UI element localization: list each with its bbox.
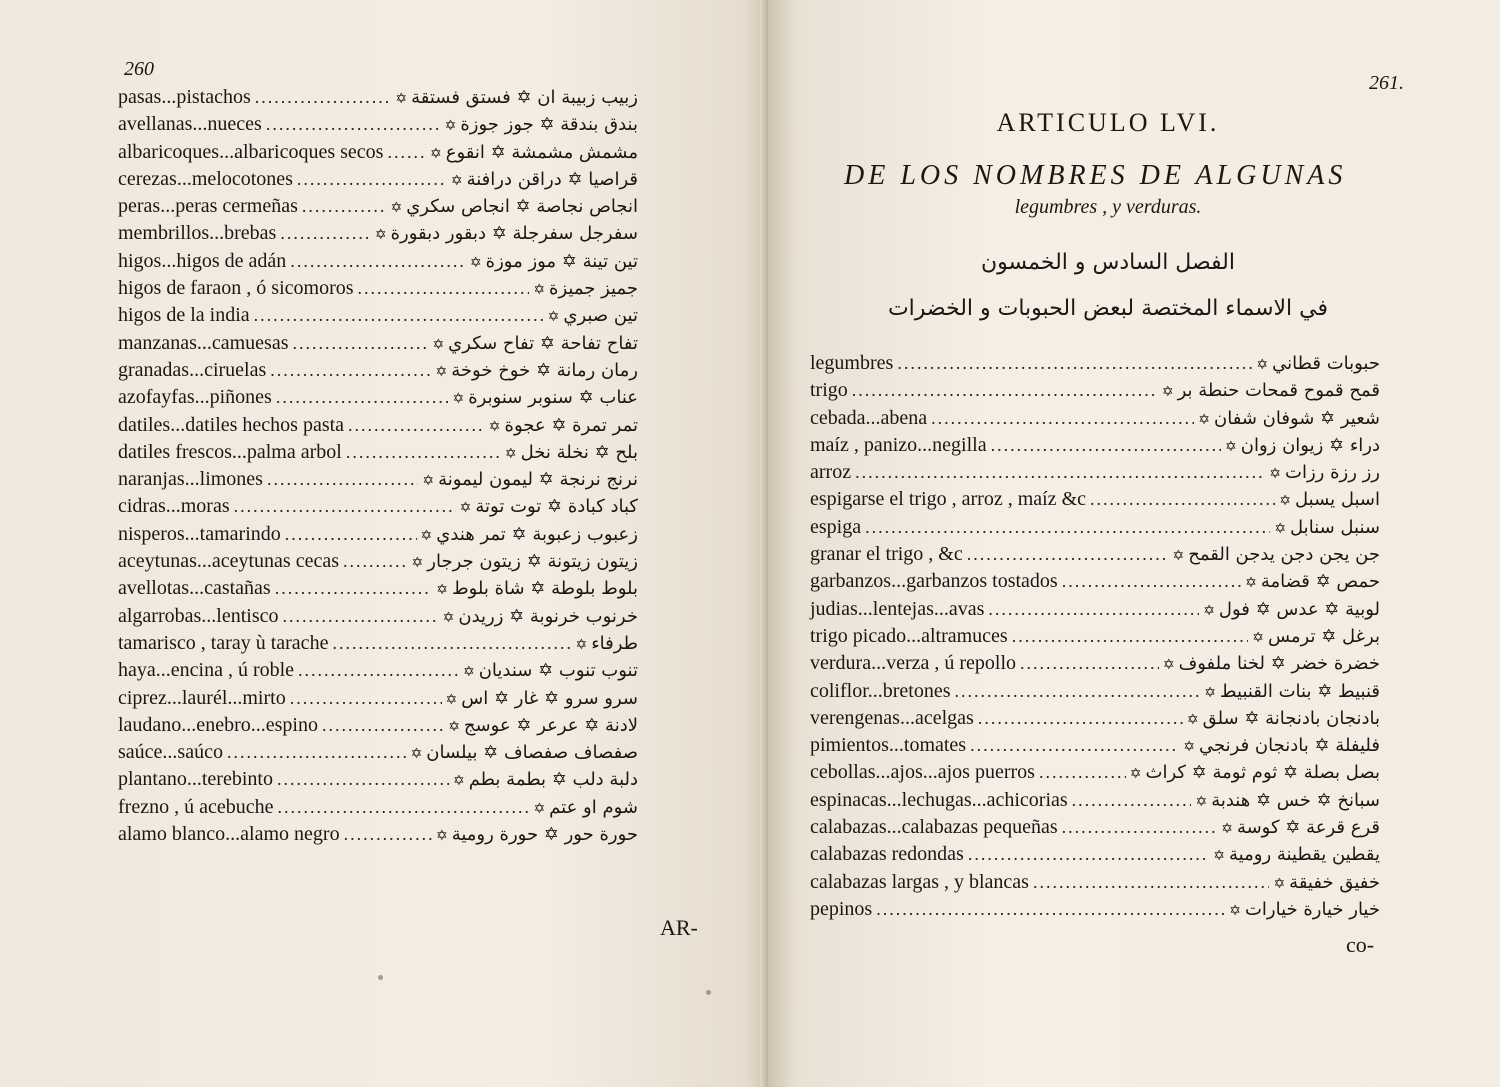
spanish-term: espinacas...lechugas...achicorias [810, 788, 1068, 811]
star-ornament-icon: ✡ [1221, 822, 1233, 838]
arabic-term: سرو سرو ✡ غار ✡ اس [461, 687, 638, 709]
arabic-term: تمر تمرة ✡ عجوة [504, 414, 638, 436]
star-ornament-icon: ✡ [374, 228, 387, 244]
arabic-term: سنبل سنابل [1290, 516, 1380, 538]
leader-dots [383, 139, 426, 166]
leader-dots [279, 603, 439, 630]
leader-dots [230, 493, 456, 520]
arabic-term: زعبوب زعبوبة ✡ تمر هندي [436, 523, 638, 545]
entry-row [118, 248, 638, 275]
entry-list [810, 350, 1380, 923]
spanish-term: plantano...terebinto [118, 768, 273, 791]
arabic-term: كباد كبادة ✡ توت توتة [475, 496, 638, 518]
arabic-term: طرفاء [591, 632, 638, 654]
spanish-term: verdura...verza , ú repollo [810, 652, 1017, 675]
arabic-term: تين تينة ✡ موز موزة [485, 250, 638, 272]
arabic-term: سبانخ ✡ خس ✡ هندبة [1211, 789, 1380, 811]
star-ornament-icon: ✡ [435, 364, 448, 380]
entry-row [810, 678, 1380, 705]
entry-row [810, 596, 1380, 623]
entry-row [810, 568, 1380, 595]
spanish-term: ciprez...laurél...mirto [118, 686, 286, 709]
arabic-term: لوبية ✡ عدس ✡ فول [1218, 598, 1380, 620]
arabic-term: زيتون زيتونة ✡ زيتون جرجار [427, 551, 638, 573]
arabic-term: يقطين يقطينة رومية [1229, 844, 1380, 866]
star-ornament-icon: ✡ [459, 501, 472, 517]
leader-dots [271, 575, 433, 602]
entry-row [118, 493, 638, 520]
arabic-term: خرنوب خرنوبة ✡ زريدن [458, 605, 638, 627]
arabic-heading: الفصل السادس و الخمسون [981, 250, 1235, 275]
leader-dots [1008, 623, 1249, 650]
leader-dots [273, 766, 449, 793]
spanish-term: laudano...enebro...espino [118, 713, 318, 736]
spanish-term: higos de la india [118, 304, 250, 327]
entry-row [810, 787, 1380, 814]
leader-dots [1086, 486, 1275, 513]
arabic-term: سفرجل سفرجلة ✡ دبقور دبقورة [390, 223, 638, 245]
star-ornament-icon: ✡ [1252, 630, 1264, 646]
star-ornament-icon: ✡ [422, 474, 435, 490]
leader-dots [964, 841, 1209, 868]
leader-dots [872, 896, 1225, 923]
entry-row [118, 630, 638, 657]
entry-row [118, 439, 638, 466]
spanish-term: datiles...datiles hechos pasta [118, 413, 345, 436]
spanish-term: saúce...saúco [118, 741, 223, 764]
entry-row [810, 814, 1380, 841]
spanish-term: calabazas largas , y blancas [810, 870, 1029, 893]
star-ornament-icon: ✡ [444, 119, 457, 135]
leader-dots [223, 739, 407, 766]
arabic-term: حمص ✡ قضامة [1260, 571, 1380, 593]
leader-dots [951, 678, 1201, 705]
arabic-term: خضرة خضر ✡ لخنا ملفوف [1178, 653, 1380, 675]
entry-row [118, 384, 638, 411]
star-ornament-icon: ✡ [410, 747, 423, 763]
arabic-term: زبيب زبيبة ان ✡ فستق فستقة [411, 87, 638, 108]
star-ornament-icon: ✡ [432, 337, 445, 353]
star-ornament-icon: ✡ [442, 610, 455, 626]
spanish-term: coliflor...bretones [810, 679, 951, 702]
star-ornament-icon: ✡ [533, 801, 546, 817]
arabic-term: بلح ✡ نخلة نخل [520, 441, 638, 463]
spanish-term: judias...lentejas...avas [810, 597, 985, 620]
entry-row [810, 350, 1380, 377]
leader-dots [250, 302, 544, 329]
entry-row [118, 357, 638, 384]
leader-dots [966, 732, 1179, 759]
star-ornament-icon: ✡ [452, 392, 465, 408]
spanish-term: pimientos...tomates [810, 734, 967, 757]
entry-row [810, 650, 1380, 677]
page-number: 261. [1369, 72, 1404, 94]
spanish-term: espigarse el trigo , arroz , maíz &c [810, 488, 1086, 511]
leader-dots [354, 275, 530, 302]
catchword: AR- [660, 915, 698, 940]
entry-list [118, 84, 638, 848]
spanish-term: cidras...moras [118, 495, 230, 518]
entry-row [810, 486, 1380, 513]
star-ornament-icon: ✡ [1229, 903, 1241, 919]
arabic-term: مشمش مشمشة ✡ انقوع [445, 141, 638, 163]
entry-row [118, 603, 638, 630]
star-ornament-icon: ✡ [435, 829, 448, 845]
leader-dots [276, 220, 371, 247]
entry-row [810, 405, 1380, 432]
arabic-term: رمان رمانة ✡ خوخ خوخة [451, 359, 638, 381]
spanish-term: avellanas...nueces [118, 113, 262, 136]
leader-dots [328, 630, 571, 657]
spanish-term: albaricoques...albaricoques secos [118, 140, 384, 163]
spanish-term: granar el trigo , &c [810, 543, 963, 566]
spanish-term: pasas...pistachos [118, 86, 251, 108]
arabic-term: بندق بندقة ✡ جوز جوزة [460, 114, 638, 136]
star-ornament-icon: ✡ [1213, 849, 1226, 865]
section-subtitle: legumbres , y verduras. [1014, 196, 1202, 218]
leader-dots [342, 439, 501, 466]
entry-row [118, 412, 638, 439]
star-ornament-icon: ✡ [462, 665, 475, 681]
leader-dots [262, 111, 441, 138]
entry-row [810, 459, 1380, 486]
entry-row [810, 432, 1380, 459]
entry-row [118, 302, 638, 329]
spanish-term: frezno , ú acebuche [118, 795, 274, 818]
spanish-term: peras...peras cermeñas [118, 195, 298, 218]
section-title: DE LOS NOMBRES DE ALGUNAS [844, 160, 1347, 191]
star-ornament-icon: ✡ [1172, 549, 1185, 565]
leader-dots [851, 459, 1265, 486]
leader-dots [339, 548, 408, 575]
entry-row [118, 330, 638, 357]
catchword: co- [1346, 932, 1375, 957]
arabic-term: بصل بصلة ✡ ثوم ثومة ✡ كراث [1145, 762, 1380, 784]
entry-row [118, 739, 638, 766]
star-ornament-icon: ✡ [452, 774, 465, 790]
star-ornament-icon: ✡ [395, 92, 408, 107]
arabic-term: صفصاف صفصاف ✡ بيلسان [426, 742, 638, 764]
entry-row [118, 766, 638, 793]
leader-dots [1058, 814, 1218, 841]
star-ornament-icon: ✡ [547, 310, 560, 326]
star-ornament-icon: ✡ [420, 528, 433, 544]
leader-dots [963, 541, 1169, 568]
star-ornament-icon: ✡ [448, 719, 460, 735]
star-ornament-icon: ✡ [1203, 603, 1215, 619]
spanish-term: alamo blanco...alamo negro [118, 823, 340, 846]
star-ornament-icon: ✡ [436, 583, 448, 599]
leader-dots [1016, 650, 1159, 677]
spanish-term: aceytunas...aceytunas cecas [118, 550, 339, 573]
right-page [768, 0, 1500, 1087]
entry-row [810, 623, 1380, 650]
leader-dots [263, 466, 418, 493]
spanish-term: calabazas redondas [810, 843, 964, 866]
arabic-term: حبوبات قطاني [1272, 353, 1380, 374]
arabic-term: اسبل يسبل [1295, 489, 1380, 511]
arabic-term: جن يجن دجن يدجن القمح [1188, 544, 1380, 566]
entry-row [810, 541, 1380, 568]
arabic-term: دلبة دلب ✡ بطمة بطم [468, 769, 638, 791]
leader-dots [272, 384, 449, 411]
star-ornament-icon: ✡ [469, 255, 482, 271]
entry-row [810, 869, 1380, 896]
leader-dots [987, 432, 1221, 459]
spanish-term: tamarisco , taray ù tarache [118, 631, 329, 654]
star-ornament-icon: ✡ [533, 283, 546, 299]
spanish-term: algarrobas...lentisco [118, 604, 279, 627]
star-ornament-icon: ✡ [575, 637, 588, 653]
arabic-term: لادنة ✡ عرعر ✡ عوسج [463, 714, 638, 736]
spanish-term: higos de faraon , ó sicomoros [118, 277, 354, 300]
star-ornament-icon: ✡ [488, 419, 501, 435]
entry-row [810, 896, 1380, 923]
arabic-term: خيار خيارة خيارات [1244, 898, 1380, 920]
star-ornament-icon: ✡ [1225, 439, 1237, 455]
arabic-term: قراصيا ✡ دراقن درافنة [466, 168, 638, 190]
arabic-term: خفيق خفيقة [1289, 871, 1380, 893]
spanish-term: granadas...ciruelas [118, 358, 267, 381]
leader-dots [294, 657, 459, 684]
leader-dots [1029, 869, 1269, 896]
spanish-term: trigo [810, 379, 848, 402]
leader-dots [286, 248, 466, 275]
star-ornament-icon: ✡ [1204, 685, 1216, 701]
leader-dots [927, 405, 1194, 432]
star-ornament-icon: ✡ [429, 146, 442, 162]
entry-row [810, 514, 1380, 541]
leader-dots [298, 193, 387, 220]
star-ornament-icon: ✡ [1129, 767, 1142, 783]
star-ornament-icon: ✡ [1273, 876, 1286, 892]
leader-dots [251, 84, 392, 111]
spanish-term: legumbres [810, 352, 894, 374]
star-ornament-icon: ✡ [504, 446, 517, 462]
star-ornament-icon: ✡ [390, 201, 403, 217]
paper-spot [378, 975, 383, 980]
spanish-term: datiles frescos...palma arbol [118, 440, 342, 463]
entry-row [118, 466, 638, 493]
spanish-term: cebollas...ajos...ajos puerros [810, 761, 1035, 784]
arabic-term: رز رزة رزات [1285, 462, 1380, 484]
star-ornament-icon: ✡ [1195, 794, 1208, 810]
leader-dots [293, 166, 447, 193]
arabic-term: تفاح تفاحة ✡ تفاح سكري [448, 332, 638, 354]
star-ornament-icon: ✡ [450, 173, 463, 189]
entry-row [118, 139, 638, 166]
spanish-term: trigo picado...altramuces [810, 624, 1008, 647]
spanish-term: cerezas...melocotones [118, 167, 293, 190]
spanish-term: verengenas...acelgas [810, 706, 974, 729]
arabic-term: نرنج نرنجة ✡ ليمون ليمونة [438, 469, 638, 491]
spanish-term: calabazas...calabazas pequeñas [810, 816, 1058, 839]
leader-dots [1058, 568, 1241, 595]
leader-dots [340, 821, 432, 848]
entry-row [810, 732, 1380, 759]
arabic-term: قرع قرعة ✡ كوسة [1236, 817, 1380, 839]
star-ornament-icon: ✡ [1161, 385, 1174, 401]
arabic-term: برغل ✡ ترمس [1267, 625, 1380, 647]
arabic-subheading: في الاسماء المختصة لبعض الحبوبات و الخضرات [887, 296, 1329, 321]
entry-row [118, 193, 638, 220]
leader-dots [848, 377, 1158, 404]
leader-dots [984, 596, 1199, 623]
leader-dots [861, 514, 1270, 541]
arabic-term: شوم او عتم [549, 796, 638, 818]
spanish-term: naranjas...limones [118, 468, 263, 491]
leader-dots [344, 412, 485, 439]
article-heading: ARTICULO LVI. [996, 108, 1220, 137]
arabic-term: بادنجان بادنجانة ✡ سلق [1202, 707, 1380, 729]
star-ornament-icon: ✡ [1183, 740, 1196, 756]
spanish-term: cebada...abena [810, 406, 928, 429]
arabic-term: بلوط بلوطة ✡ شاة بلوط [451, 578, 638, 600]
arabic-term: قمح قموح قمحات حنطة بر [1177, 380, 1380, 402]
entry-row [810, 377, 1380, 404]
star-ornament-icon: ✡ [445, 692, 458, 708]
entry-row [118, 575, 638, 602]
paper-spot [706, 990, 711, 995]
star-ornament-icon: ✡ [1256, 358, 1269, 373]
entry-row [118, 84, 638, 111]
entry-row [118, 548, 638, 575]
spanish-term: arroz [810, 461, 852, 484]
leader-dots [266, 357, 431, 384]
spanish-term: manzanas...camuesas [118, 331, 289, 354]
entry-row [118, 657, 638, 684]
arabic-term: تين صبري [563, 305, 638, 327]
arabic-term: شعير ✡ شوفان شفان [1214, 407, 1380, 429]
spanish-term: nisperos...tamarindo [118, 522, 281, 545]
leader-dots [286, 685, 442, 712]
leader-dots [288, 330, 428, 357]
leader-dots [1068, 787, 1192, 814]
star-ornament-icon: ✡ [1279, 494, 1291, 510]
star-ornament-icon: ✡ [411, 556, 424, 572]
entry-row [118, 821, 638, 848]
star-ornament-icon: ✡ [1198, 412, 1211, 428]
entry-row [118, 220, 638, 247]
leader-dots [893, 350, 1252, 377]
arabic-term: حورة حور ✡ حورة رومية [451, 824, 638, 846]
entry-row [118, 521, 638, 548]
spanish-term: garbanzos...garbanzos tostados [810, 570, 1058, 593]
arabic-term: دراء ✡ زيوان زوان [1240, 434, 1380, 456]
spanish-term: azofayfas...piñones [118, 386, 272, 409]
leader-dots [273, 794, 529, 821]
page-number: 260 [124, 58, 154, 80]
leader-dots [318, 712, 444, 739]
star-ornament-icon: ✡ [1274, 521, 1287, 537]
entry-row [118, 712, 638, 739]
entry-row [118, 275, 638, 302]
entry-row [810, 759, 1380, 786]
arabic-term: قنبيط ✡ بنات القنبيط [1219, 680, 1380, 702]
leader-dots [974, 705, 1183, 732]
spanish-term: higos...higos de adán [118, 249, 287, 272]
spanish-term: haya...encina , ú roble [118, 659, 295, 682]
star-ornament-icon: ✡ [1186, 712, 1199, 728]
arabic-term: انجاص نجاصة ✡ انجاص سكري [406, 196, 638, 218]
entry-row [118, 685, 638, 712]
leader-dots [1035, 759, 1126, 786]
entry-row [118, 794, 638, 821]
spanish-term: pepinos [810, 897, 873, 920]
leader-dots [281, 521, 417, 548]
arabic-term: جميز جميزة [549, 278, 638, 300]
star-ornament-icon: ✡ [1269, 467, 1282, 483]
spanish-term: membrillos...brebas [118, 222, 277, 245]
spanish-term: espiga [810, 515, 862, 538]
arabic-term: عناب ✡ سنوبر سنوبرة [468, 387, 638, 409]
star-ornament-icon: ✡ [1245, 576, 1257, 592]
entry-row [118, 111, 638, 138]
arabic-term: تنوب تنوب ✡ سنديان [478, 660, 638, 682]
entry-row [118, 166, 638, 193]
star-ornament-icon: ✡ [1162, 658, 1175, 674]
arabic-term: فليفلة ✡ بادنجان فرنجي [1199, 735, 1380, 757]
entry-row [810, 705, 1380, 732]
entry-row [810, 841, 1380, 868]
spanish-term: avellotas...castañas [118, 577, 271, 600]
spanish-term: maíz , panizo...negilla [810, 433, 987, 456]
